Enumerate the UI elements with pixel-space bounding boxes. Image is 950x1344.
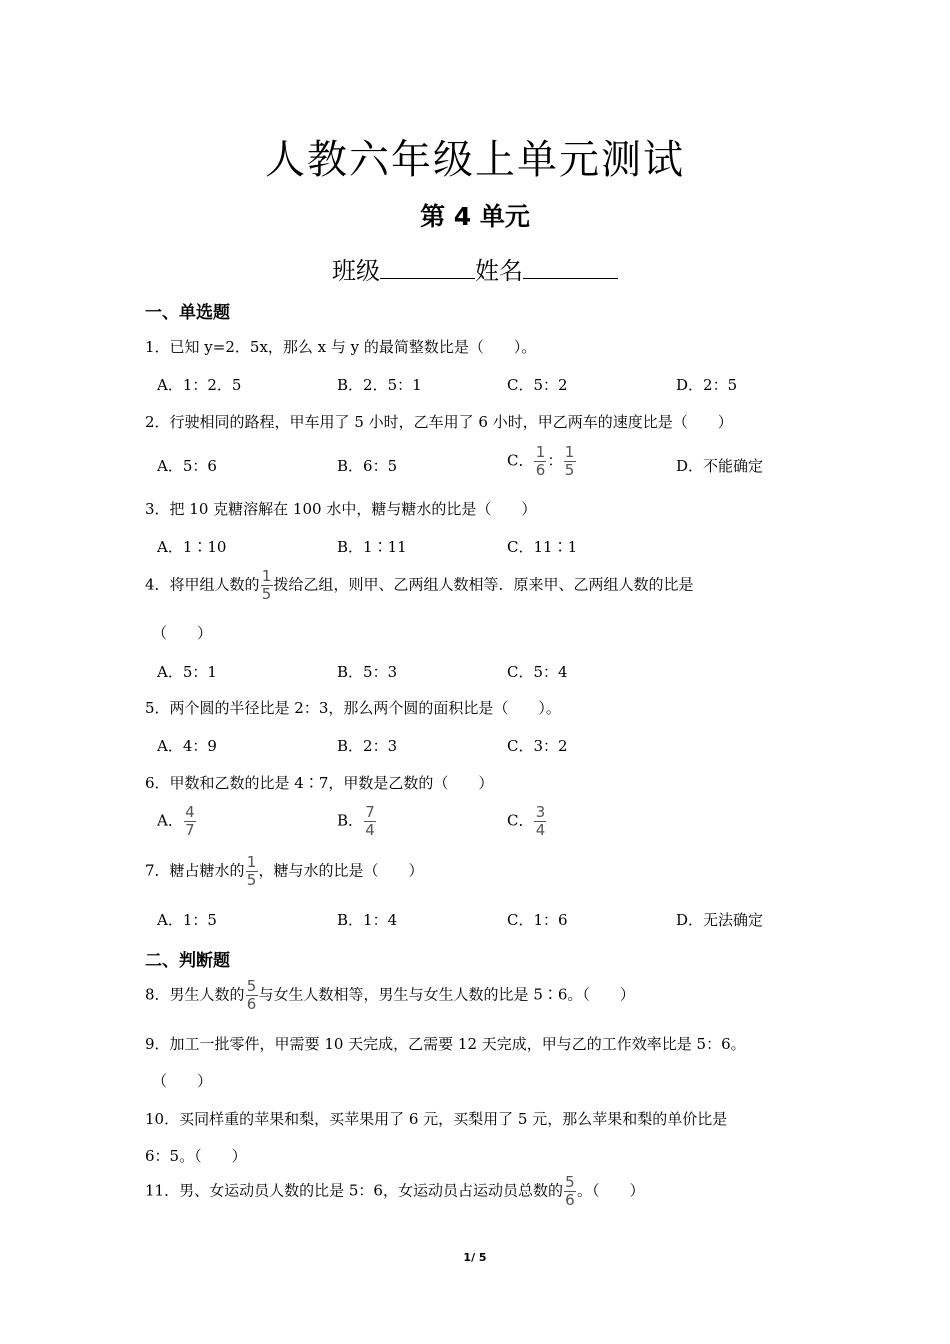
q6-option-b-prefix: B． <box>337 811 364 830</box>
question-6: 6．甲数和乙数的比是 4∶7，甲数是乙数的（ ） <box>145 774 494 792</box>
q2-option-b: B．6：5 <box>337 457 398 475</box>
q8-text-before: 8．男生人数的 <box>145 985 245 1004</box>
q4-option-a: A．5：1 <box>157 663 217 681</box>
q1-option-b: B．2．5：1 <box>337 376 422 394</box>
fraction <box>534 805 546 838</box>
section-heading-single-choice: 一、单选题 <box>145 303 230 323</box>
q1-option-c: C．5：2 <box>507 376 568 394</box>
q4-option-b: B．5：3 <box>337 663 398 681</box>
fraction <box>246 979 258 1012</box>
q7-option-d: D．无法确定 <box>676 911 764 929</box>
q6-option-c <box>507 805 547 838</box>
fraction-denominator: 7 <box>185 821 195 839</box>
class-name-line <box>0 251 950 286</box>
question-1: 1．已知 y=2．5x，那么 x 与 y 的最简整数比是（ ）。 <box>145 338 537 356</box>
fraction-denominator: 5 <box>564 461 575 479</box>
fraction-denominator: 5 <box>246 871 257 889</box>
q11-text-before: 11．男、女运动员人数的比是 5：6，女运动员占运动员总数的 <box>145 1181 563 1200</box>
fraction <box>261 569 273 602</box>
question-9-line-2: （ ） <box>152 1072 213 1090</box>
q2-option-d: D．不能确定 <box>676 457 764 475</box>
question-10-line-2: 6：5。（ ） <box>145 1147 247 1165</box>
q2-option-c-separator: ： <box>547 451 563 470</box>
question-7 <box>145 855 424 888</box>
fraction <box>246 855 258 888</box>
q7-option-a: A．1：5 <box>157 911 217 929</box>
q6-option-c-prefix: C． <box>507 811 534 830</box>
page-number: 1/ 5 <box>463 1251 487 1264</box>
question-9: 9．加工一批零件，甲需要 10 天完成，乙需要 12 天完成，甲与乙的工作效率比是 5：6。 <box>145 1035 746 1053</box>
fraction-numerator: 1 <box>535 443 546 461</box>
fraction-numerator: 1 <box>564 443 575 461</box>
question-4 <box>145 569 694 602</box>
fraction-numerator: 7 <box>365 803 375 821</box>
question-8 <box>145 979 635 1012</box>
fraction-numerator: 5 <box>565 1173 575 1191</box>
fraction <box>564 1175 576 1208</box>
q3-option-b: B．1∶11 <box>337 538 407 556</box>
q7-option-c: C．1：6 <box>507 911 568 929</box>
name-blank <box>523 256 618 279</box>
q5-option-b: B．2：3 <box>337 737 398 755</box>
q2-option-c <box>507 445 577 478</box>
q4-text-after: 拨给乙组，则甲、乙两组人数相等．原来甲、乙两组人数的比是 <box>273 575 694 594</box>
q3-option-c: C．11∶1 <box>507 538 578 556</box>
q1-option-d: D．2：5 <box>676 376 738 394</box>
fraction-denominator: 5 <box>261 585 272 603</box>
q1-option-a: A．1：2．5 <box>157 376 242 394</box>
q6-option-a <box>157 805 197 838</box>
question-3: 3．把 10 克糖溶解在 100 水中，糖与糖水的比是（ ） <box>145 500 537 518</box>
q4-option-c: C．5：4 <box>507 663 568 681</box>
page-title: 人教六年级上单元测试 <box>265 137 685 183</box>
q6-option-a-prefix: A． <box>157 811 183 830</box>
q6-option-b <box>337 805 377 838</box>
fraction-denominator: 6 <box>535 461 546 479</box>
fraction <box>364 805 376 838</box>
q5-option-a: A．4：9 <box>157 737 217 755</box>
q7-text-after: ，糖与水的比是（ ） <box>258 861 424 880</box>
fraction-numerator: 3 <box>535 803 546 821</box>
fraction-numerator: 1 <box>261 567 272 585</box>
question-2: 2．行驶相同的路程，甲车用了 5 小时，乙车用了 6 小时，甲乙两车的速度比是（ ） <box>145 413 733 431</box>
fraction-denominator: 4 <box>535 821 546 839</box>
q3-option-a: A．1∶10 <box>157 538 227 556</box>
question-5: 5．两个圆的半径比是 2：3，那么两个圆的面积比是（ ）。 <box>145 699 561 717</box>
fraction-numerator: 1 <box>246 853 257 871</box>
section-heading-true-false: 二、判断题 <box>145 951 230 971</box>
question-4-line-2: （ ） <box>152 624 213 642</box>
fraction-numerator: 5 <box>246 977 257 995</box>
q4-text-before: 4．将甲组人数的 <box>145 575 260 594</box>
class-blank <box>380 256 475 279</box>
class-label: 班级 <box>332 257 380 285</box>
question-10: 10．买同样重的苹果和梨，买苹果用了 6 元，买梨用了 5 元，那么苹果和梨的单价比是 <box>145 1110 728 1128</box>
fraction-denominator: 4 <box>365 821 375 839</box>
fraction-numerator: 4 <box>185 803 195 821</box>
fraction <box>184 805 196 838</box>
q7-option-b: B．1：4 <box>337 911 398 929</box>
question-11 <box>145 1175 644 1208</box>
name-label: 姓名 <box>475 257 523 285</box>
fraction <box>534 445 546 478</box>
q5-option-c: C．3：2 <box>507 737 568 755</box>
q2-option-c-prefix: C． <box>507 451 534 470</box>
fraction-denominator: 6 <box>246 995 257 1013</box>
unit-subtitle: 第 4 单元 <box>420 202 530 231</box>
q2-option-a: A．5：6 <box>157 457 217 475</box>
q7-text-before: 7．糖占糖水的 <box>145 861 245 880</box>
fraction-denominator: 6 <box>565 1191 575 1209</box>
fraction <box>564 445 576 478</box>
q11-text-after: 。（ ） <box>576 1181 645 1200</box>
q8-text-after: 与女生人数相等，男生与女生人数的比是 5∶6。（ ） <box>258 985 635 1004</box>
